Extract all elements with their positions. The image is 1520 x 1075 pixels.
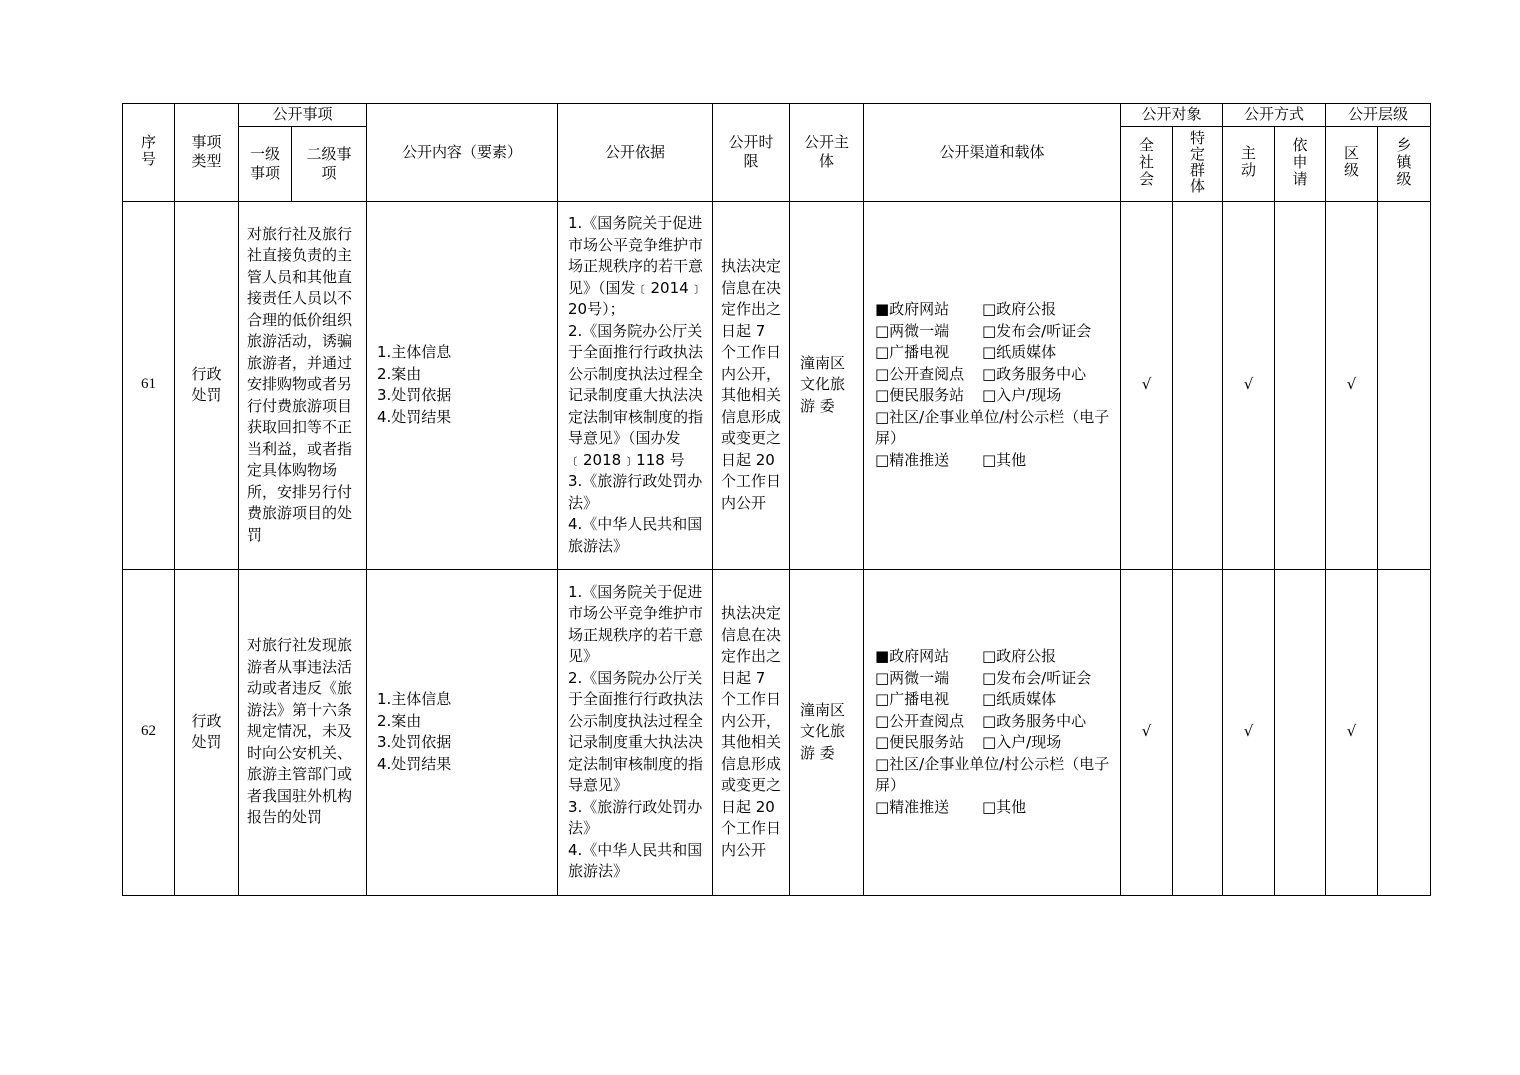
row-channels	[864, 569, 1121, 895]
row-method-active: √	[1223, 201, 1275, 569]
basis-line: 1.《国务院关于促进市场公平竞争维护市场正规秩序的若干意见》（国发﹝2014﹞20号）；	[568, 214, 704, 318]
content-line: 2.案由	[377, 364, 422, 383]
row-item: 对旅行社及旅行社直接负责的主管人员和其他直接责任人员以不合理的低价组织旅游活动，诱骗旅游者，并通过安排购物或者另行付费旅游项目获取回扣等不正当利益，或者指定具体购物场所，安排另行付费旅游项目的处罚	[239, 201, 367, 569]
header-target-all: 全社会	[1121, 126, 1173, 201]
channel-service-center: □政务服务中心	[982, 364, 1087, 383]
header-target-specific: 特定群体	[1173, 126, 1223, 201]
channel-website: ■政府网站	[875, 647, 950, 665]
channel-other: □其他	[982, 797, 1027, 816]
header-level1: 一级事项	[249, 144, 280, 182]
row-item: 对旅行社发现旅游者从事违法活动或者违反《旅游法》第十六条规定情况，未及时向公安机关、旅游主管部门或者我国驻外机构报告的处罚	[239, 569, 367, 895]
basis-line: 3.《旅游行政处罚办法》	[568, 797, 703, 837]
row-method-request	[1275, 201, 1326, 569]
channel-print-media: □纸质媒体	[982, 343, 1057, 361]
channel-precise-push: □精准推送	[875, 450, 950, 469]
row-method-active: √	[1223, 569, 1275, 895]
header-level-district: 区级	[1326, 126, 1378, 201]
channel-press-hearing: □发布会/听证会	[982, 321, 1092, 340]
channel-service-center: □政务服务中心	[982, 711, 1087, 730]
row-timelimit: 执法决定信息在决定作出之日起 7 个工作日内公开，其他相关信息形成或变更之日起 20 个工作日内公开	[713, 569, 790, 895]
header-target-group: 公开对象	[1121, 104, 1223, 127]
header-subject: 公开主体	[790, 104, 864, 202]
header-timelimit: 公开时限	[713, 104, 790, 202]
table-row	[123, 201, 1431, 569]
row-type: 行政处罚	[175, 201, 239, 569]
channel-door-to-door: □入户/现场	[982, 733, 1062, 751]
basis-line: 4.《中华人民共和国旅游法》	[568, 840, 703, 880]
basis-line: 2.《国务院办公厅关于全面推行行政执法公示制度执法过程全记录制度重大执法决定法制审核制度的指导意见》	[568, 668, 704, 794]
row-type: 行政处罚	[175, 569, 239, 895]
row-target-specific	[1173, 569, 1223, 895]
channel-website: ■政府网站	[875, 300, 950, 318]
table-row	[123, 569, 1431, 895]
basis-line: 1.《国务院关于促进市场公平竞争维护市场正规秩序的若干意见》	[568, 582, 704, 665]
channel-door-to-door: □入户/现场	[982, 386, 1062, 404]
header-basis: 公开依据	[558, 104, 713, 202]
basis-line: 2.《国务院办公厅关于全面推行行政执法公示制度执法过程全记录制度重大执法决定法制审核制度的指导意见》（国办发﹝2018﹞118 号	[568, 321, 704, 469]
row-seq: 61	[123, 201, 175, 569]
row-subject: 潼南区文化旅游 委	[790, 201, 864, 569]
row-target-all: √	[1121, 201, 1173, 569]
header-level-town: 乡镇级	[1378, 126, 1431, 201]
row-target-all: √	[1121, 569, 1173, 895]
content-line: 1.主体信息	[377, 343, 452, 361]
row-channels	[864, 201, 1121, 569]
header-method-active: 主动	[1223, 126, 1275, 201]
channel-broadcast: □广播电视	[875, 343, 950, 361]
header-content: 公开内容（要素）	[367, 104, 558, 202]
disclosure-table	[122, 103, 1431, 896]
basis-line: 3.《旅游行政处罚办法》	[568, 472, 703, 512]
channel-print-media: □纸质媒体	[982, 690, 1057, 708]
basis-line: 4.《中华人民共和国旅游法》	[568, 515, 703, 555]
channel-gazette: □政府公报	[982, 647, 1057, 665]
row-level-district: √	[1326, 569, 1378, 895]
header-level-group: 公开层级	[1326, 104, 1431, 127]
header-type: 事项类型	[175, 104, 239, 202]
content-line: 4.处罚结果	[377, 407, 452, 426]
row-content	[367, 569, 558, 895]
row-seq: 62	[123, 569, 175, 895]
header-item-group: 公开事项	[239, 104, 367, 127]
row-content	[367, 201, 558, 569]
header-seq: 序号	[123, 104, 175, 202]
row-target-specific	[1173, 201, 1223, 569]
content-line: 1.主体信息	[377, 690, 452, 708]
channel-wechat-weibo-app: □两微一端	[875, 321, 950, 340]
channel-reading-point: □公开查阅点	[875, 364, 965, 383]
channel-service-station: □便民服务站	[875, 386, 965, 404]
row-basis	[558, 201, 713, 569]
channel-wechat-weibo-app: □两微一端	[875, 668, 950, 687]
row-level-town	[1378, 201, 1431, 569]
row-subject: 潼南区文化旅游 委	[790, 569, 864, 895]
content-line: 3.处罚依据	[377, 733, 452, 751]
channel-precise-push: □精准推送	[875, 797, 950, 816]
row-method-request	[1275, 569, 1326, 895]
content-line: 3.处罚依据	[377, 386, 452, 404]
row-timelimit: 执法决定信息在决定作出之日起 7 个工作日内公开，其他相关信息形成或变更之日起 20 个工作日内公开	[713, 201, 790, 569]
channel-service-station: □便民服务站	[875, 733, 965, 751]
header-channels: 公开渠道和载体	[864, 104, 1121, 202]
channel-broadcast: □广播电视	[875, 690, 950, 708]
channel-bulletin-board: □社区/企事业单位/村公示栏（电子屏）	[875, 407, 1110, 447]
channel-gazette: □政府公报	[982, 300, 1057, 318]
channel-bulletin-board: □社区/企事业单位/村公示栏（电子屏）	[875, 754, 1110, 794]
channel-other: □其他	[982, 450, 1027, 469]
row-level-district: √	[1326, 201, 1378, 569]
header-level2: 二级事项	[306, 144, 352, 182]
channel-press-hearing: □发布会/听证会	[982, 668, 1092, 687]
content-line: 4.处罚结果	[377, 754, 452, 773]
header-method-request: 依申请	[1275, 126, 1326, 201]
row-level-town	[1378, 569, 1431, 895]
content-line: 2.案由	[377, 711, 422, 730]
header-row-top	[123, 104, 1431, 127]
row-basis	[558, 569, 713, 895]
channel-reading-point: □公开查阅点	[875, 711, 965, 730]
header-item-split	[239, 126, 367, 201]
header-method-group: 公开方式	[1223, 104, 1326, 127]
